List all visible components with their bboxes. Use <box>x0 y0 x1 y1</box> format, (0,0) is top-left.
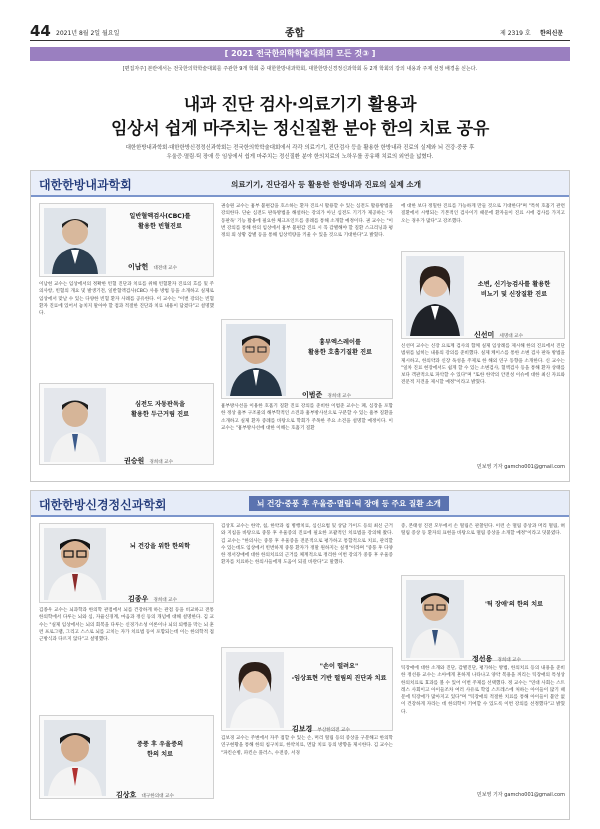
section-1-header <box>31 171 569 197</box>
speaker-photo <box>44 720 106 796</box>
speaker-card <box>39 383 214 465</box>
speaker-photo <box>226 652 284 728</box>
speaker-affiliation: 경희대 교수 <box>149 460 174 465</box>
speaker-topic-line-2: 비뇨기 및 신장질환 진료 <box>480 291 548 298</box>
series-banner: [ 2021 전국한의학학술대회의 모든 것③ ] <box>30 47 570 61</box>
article-column: 틱장애에 대한 소개와 진단, 감별진단, 평가하는 방법, 한의치료 등의 내용을 준비한 정선용 교수는 소아에게 흔하게 나타나고 양약 복용을 꺼리는 틱장애의 특성상 한의치료로 효과를 볼 수 있어 이번 주제를 선택했다. 정 교수는 "연대 사회는 스트레스 사회이고 아이들조차 여러 사유로 학업 스트레스에 처하는 아이들이 많기 때문에 틱장애가 많아지고 있다"며 "틱장애의 적절한 치료를 통해 아이들이 불안 없이 건강하게 자라는 데 한의학이 기여할 수 있도록 이번 강의를 선정했다"고 밝혔다. <box>401 666 565 715</box>
section-1-subtitle: 의료기기, 진단검사 등 활용한 한방내과 진료의 실제 소개 <box>231 180 422 189</box>
speaker-topic-line-1: 중풍 후 우울증의 <box>136 741 184 748</box>
speaker-card <box>39 523 214 603</box>
speaker-topic-line-1: 흉부엑스레이를 <box>319 339 361 346</box>
article-column: 에 대한 보다 정밀한 진료를 가능하게 만들 것으로 기대한다"며 "특히 호흡기 관련 질환에서 시행되는 기본적인 검사이기 때문에 환자들이 진료 시에 검사를 가지고 오는 경우가 많다"고 강조했다. <box>401 204 565 224</box>
issue-date: 2021년 8월 2일 월요일 <box>56 30 120 37</box>
speaker-affiliation: 경희대 교수 <box>153 598 178 603</box>
speaker-affiliation: 경희대 교수 <box>327 394 352 399</box>
section-2-title: 대한한방신경정신과학회 <box>39 498 167 512</box>
speaker-topic-line-1: '틱 장애'의 한의 치료 <box>484 601 544 608</box>
speaker-affiliation: 세명대 교수 <box>499 334 524 339</box>
speaker-name: 김상호 <box>116 791 137 799</box>
speaker-topic-line-2: -임상표현 기반 떨림의 진단과 치료 <box>291 675 387 682</box>
speaker-name: 이남헌 <box>128 263 149 271</box>
speaker-card <box>221 319 393 399</box>
speaker-name: 신선미 <box>474 331 495 339</box>
speaker-affiliation: 대전대 교수 <box>153 266 178 271</box>
lead-line-2: 우울증·멸림·틱 장애 등 임상에서 쉽게 마주치는 정신질환 분야 한의치료의 노하우를 공유해 치료의 외연을 넓혔다. <box>166 154 434 160</box>
speaker-topic-line-2: 활용한 빈혈진료 <box>138 223 182 230</box>
speaker-photo <box>44 388 106 462</box>
speaker-card <box>401 575 565 661</box>
editor-note: [편집자주] 본란에서는 전국한의학학술대회를 주관한 9개 학회 중 대한한방내과학회, 대한한방신경정신과학회 등 2개 학회의 강의 내용과 주제 선정 배경을 싣는다. <box>122 66 478 72</box>
speaker-photo <box>44 528 106 600</box>
article-column: 김상호 교수는 한약, 침, 한약과 침 병행치료, 심신요법 및 상담 가이드 등의 최신 근거와 지침을 바탕으로 중풍 후 우울증의 진료에 필요한 포괄적인 치료법을 강의해 왔다. 김 교수는 "한의사는 중풍 후 우울증을 전문적으로 평가하고 통합적으로 치료, 관리할 수 있는데도 임상에서 빈번하게 중풍 환자가 정말 원하지는 실정"이라며 "중풍 후 다양한 정서장애에 대한 한의치료의 근거를 체계적으로 정리한 이번 강의가 중풍 후 우울증 환자를 치료하는 한의사들에게 도움이 되길 바란다"고 말했다. <box>221 524 393 566</box>
article-column: 권승원 교수는 흉부 불편감을 호소하는 환자 진료시 활용할 수 있는 심전도 활용방법을 강의한다. 단순 심전도 판독방법을 해설하는 강의가 아닌 심전도 기기가 제공하는 '자동판독' 기능 활용에 필요한 체크포인트를 중례를 통해 소개할 예정이다. 권 교수는 "이번 강의를 통해 한의 임상에서 흉부 불편감 진료 시 꼭 감별해야 할 질환 스크리닝과 평정의 뢰 상황 감별 등을 통해 임상역량을 키울 수 있을 것으로 기대한다"고 밝혔다. <box>221 204 393 239</box>
speaker-card <box>401 251 565 339</box>
speaker-card <box>221 647 393 731</box>
headline-line-1: 내과 진단 검사·의료기기 활용과 <box>183 95 417 115</box>
speaker-name: 이범준 <box>302 391 323 399</box>
speaker-topic-line-1: "손이 떨려요" <box>319 663 359 670</box>
speaker-affiliation: 부산한의전 교수 <box>317 728 350 733</box>
speaker-affiliation: 경희대 교수 <box>497 658 522 663</box>
section-1-title: 대한한방내과학회 <box>39 178 132 192</box>
issue-number: 제 2319 호 <box>500 30 531 37</box>
speaker-card <box>39 715 214 799</box>
speaker-name: 김보경 <box>292 725 313 733</box>
speaker-topic-line-1: 소변, 신기능검사를 활용한 <box>477 281 551 288</box>
page-number: 44 <box>30 22 51 40</box>
byline: 민보영 기자 gamcho001@gmail.com <box>476 464 565 470</box>
speaker-topic-line-1: 일반혈액검사(CBC)를 <box>129 213 191 220</box>
article-column: 흉부방사선을 이용한 호흡기 질환 진료 강의를 준비한 이범준 교수는 폐, 심장을 포함한 정상 흉부 구조물의 해부학적인 소견과 흉부방사선으로 구분할 수 있는 흉부 질환을 소개하고 실제 환자 증례를 바탕으로 학회가 주목한 주요 소견을 설명할 예정이다. 이 교수는 "흉부방사선에 대한 이해는 호흡기 질환 <box>221 404 393 431</box>
speaker-name: 권승원 <box>124 457 145 465</box>
section-label: 종합 <box>285 28 305 39</box>
page-header <box>30 22 570 40</box>
section-2-header <box>31 491 569 517</box>
speaker-photo <box>406 256 464 336</box>
speaker-photo <box>406 580 464 658</box>
speaker-topic-line-1: 심전도 자동판독을 <box>135 401 185 408</box>
speaker-name: 김종우 <box>128 595 149 603</box>
section-2-subtitle: 뇌 건강·중풍 후 우울증·멸림·틱 장애 등 주요 질환 소개 <box>249 496 449 511</box>
lead-line-1: 대한한방내과학회·대한한방신경정신과학회는 전국한의학학술대회에서 각각 의료기기, 진단검사 등을 활용한 한방내과 진료의 실제와 뇌 건강·중풍 후 <box>125 145 475 151</box>
speaker-topic-line-2: 활용한 호흡기질환 진료 <box>307 349 373 356</box>
speaker-topic-line-1: 뇌 건강을 위한 한의학 <box>129 543 191 550</box>
article-column: 증, 본태성 진전 모두에서 손 떨림은 관찰된다. 이런 손 떨림 증상과 머리 떨림, 혀 떨림 증상 등 환자의 표현을 바탕으로 떨림 증상을 소개할 예정"이라고 덧붙였다. <box>401 524 565 537</box>
speaker-topic-line-2: 한의 치료 <box>146 751 174 758</box>
paper-name: 한의신문 <box>540 30 564 37</box>
speaker-topic-line-2: 활용한 두근거림 진료 <box>130 411 190 418</box>
section-internal-medicine <box>30 170 570 482</box>
article-column: 신선미 교수는 신장 요로계 검사의 함께 실제 임상례를 제시해 한의 진료에서 진단 범위를 넓히는 내용의 강의를 준비했다. 실제 케이스를 통한 소변 검사 판독 방법을 제시하고, 한의약과 신장 독성을 주제로 한 해외 연구 동향을 소개한다. 신 교수는 "일차 진료 현장에서도 쉽게 할 수 있는 소변검사, 혈액검사 등을 통해 환자 상태를 보다 객관적으로 파악할 수 있다"며 "또한 한약의 안전성 이슈에 대한 최신 자료와 전문적 지견을 제시할 예정"이라고 밝혔다. <box>401 344 565 386</box>
speaker-affiliation: 대구한의대 교수 <box>141 794 174 799</box>
article-column: 김종우 교수는 뇌과학과 한의학 관점에서 뇌를 건강하게 하는 관점 등을 비교하고 전통 한의학에서 다루는 뇌와 심, 자율신경계, 마음과 정신 등의 개념에 대해 설명한다. 김 교수는 "실제 임상에서는 뇌의 회복을 다루는 신경가소성 이론이나 뇌의 퇴행을 막는 뇌 훈련 프로그램, 그리고 스스로 뇌를 고치는 자가 치료법 등이 포함되는데 이는 한의학적 접근방식과 다르지 않다"고 설명했다. <box>39 608 214 643</box>
header-rule <box>30 40 570 41</box>
speaker-photo <box>44 208 106 274</box>
headline-line-2: 임상서 쉽게 마주치는 정신질환 분야 한의 치료 공유 <box>111 119 489 139</box>
article-column: 김보경 교수는 주변에서 자주 접할 수 있는 손, 머리 떨림 등의 증상을 구분해고 한의학 연구현황을 통해 한의 침구치료, 한약치료, 면담 치료 등의 방향을 제시한다. 김 교수는 "파킨슨병, 파킨슨 플러스, 수전증, 서경 <box>221 736 393 756</box>
byline: 민보영 기자 gamcho001@gmail.com <box>476 792 565 798</box>
speaker-name: 정선용 <box>472 655 493 663</box>
article-column: 이남헌 교수는 임상에서의 정확한 빈혈 진단과 치료를 위해 빈혈환자 진료의 흐름 및 주의사항, 빈혈의 개요 및 발생기전, 일반혈액검사(CBC) 사용 방법 등을 소개하고 실제로 임상에서 맞날 수 있는 다양한 빈혈 환자 사례를 공유한다. 이 교수는 "이번 강의는 빈혈 환자 진료에 있어서 놓치지 말아야 할 점과 적절한 진단과 치료 내용이 담겼다"고 설명했다. <box>39 282 214 317</box>
speaker-photo <box>226 324 286 396</box>
speaker-card <box>39 203 214 277</box>
section-neuropsychiatry <box>30 490 570 820</box>
